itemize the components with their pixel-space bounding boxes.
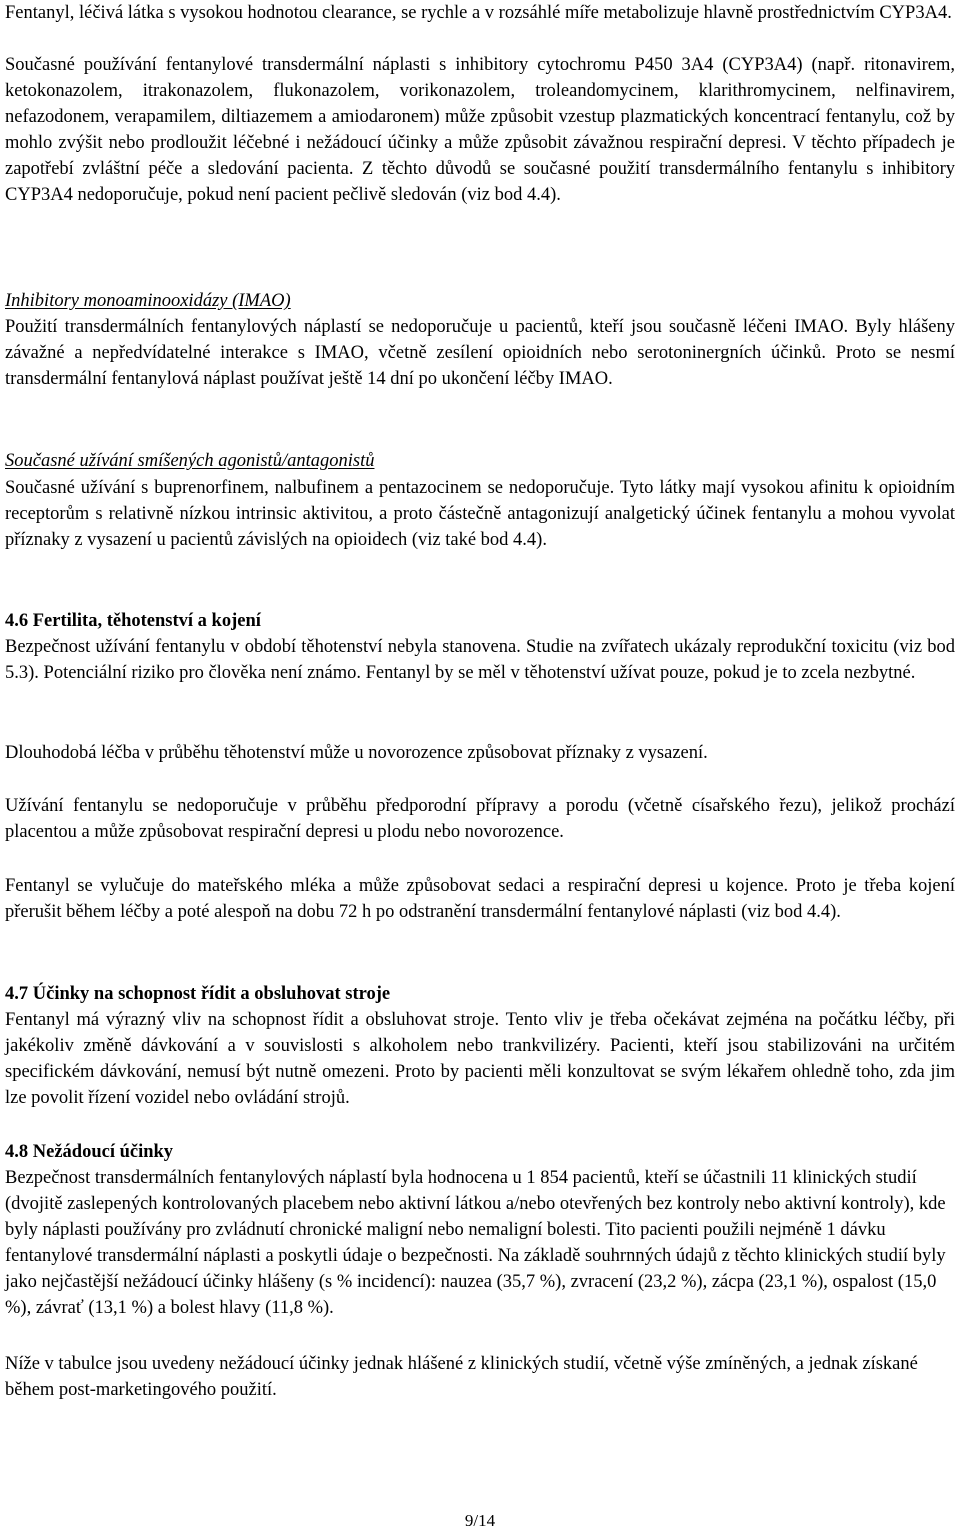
paragraph-mixed-agonists: Současné užívání s buprenorfinem, nalbufinem a pentazocinem se nedoporučuje. Tyto látky mají vysokou afinitu k opioidním receptorům s relativně nízkou intrinsic aktivitou, a proto částečně antagonizují analgetický účinek fentanylu a mohou vyvolat příznaky z vysazení u pacientů závislých na opioidech (viz také bod 4.4). xyxy=(5,478,955,550)
paragraph-adverse-effects-table-intro: Níže v tabulce jsou uvedeny nežádoucí účinky jednak hlášené z klinických studií, včetně výše zmíněných, a jednak získané během post-marketingového použití. xyxy=(5,1354,918,1400)
paragraph-breastfeeding: Fentanyl se vylučuje do mateřského mléka a může způsobovat sedaci a respirační depresi u kojence. Proto je třeba kojení přerušit během léčby a poté alespoň na dobu 72 h po odstranění transdermální fentanylové náplasti (viz bod 4.4). xyxy=(5,876,955,922)
paragraph-driving: Fentanyl má výrazný vliv na schopnost řídit a obsluhovat stroje. Tento vliv je třeba očekávat zejména na počátku léčby, při jakékoliv změně dávkování a v souvislosti s alkoholem nebo trankvilizéry. Pacienti, kteří jsou stabilizováni na určitém specifickém dávkování, nemusí být nutně omezeni. Proto by pacienti měli konzultovat se svým lékařem ohledně toho, zda jim lze povolit řízení vozidel nebo ovládání strojů. xyxy=(5,1010,955,1108)
section-4-8-heading: 4.8 Nežádoucí účinky xyxy=(5,1142,174,1162)
section-4-7-heading: 4.7 Účinky na schopnost řídit a obsluhovat stroje xyxy=(5,984,391,1004)
paragraph-cyp3a4-inhibitors: Současné používání fentanylové transdermální náplasti s inhibitory cytochromu P450 3A4 (CYP3A4) (např. ritonavirem, ketokonazolem, itrakonazolem, flukonazolem, vorikonazolem, troleandomycinem, klarithromycinem, nelfinavirem, nefazodonem, verapamilem, diltiazemem a amiodaronem) může způsobit vzestup plazmatických koncentrací fentanylu, což by mohlo zvýšit nebo prodloužit léčebné i nežádoucí účinky a může způsobit závažnou respirační depresi. V těchto případech je zapotřebí zvláštní péče a sledování pacienta. Z těchto důvodů se současné použití transdermálního fentanylu s inhibitory CYP3A4 nedoporučuje, pokud není pacient pečlivě sledován (viz bod 4.4). xyxy=(5,55,955,205)
paragraph-pregnancy-safety: Bezpečnost užívání fentanylu v období těhotenství nebyla stanovena. Studie na zvířatech ukázaly reprodukční toxicitu (viz bod 5.3). Potenciální riziko pro člověka není známo. Fentanyl by se měl v těhotenství užívat pouze, pokud je to zcela nezbytné. xyxy=(5,637,955,683)
imao-heading: Inhibitory monoaminooxidázy (IMAO) xyxy=(5,291,291,311)
paragraph-long-term-treatment: Dlouhodobá léčba v průběhu těhotenství může u novorozence způsobovat příznaky z vysazení. xyxy=(5,743,708,763)
mixed-agonists-heading: Současné užívání smíšených agonistů/antagonistů xyxy=(5,451,375,471)
paragraph-labour: Užívání fentanylu se nedoporučuje v průběhu předporodní přípravy a porodu (včetně císařského řezu), jelikož prochází placentou a může způsobovat respirační depresi u plodu nebo novorozence. xyxy=(5,796,955,842)
section-4-6-heading: 4.6 Fertilita, těhotenství a kojení xyxy=(5,611,261,631)
paragraph-adverse-effects-safety: Bezpečnost transdermálních fentanylových náplastí byla hodnocena u 1 854 pacientů, kteří se účastnili 11 klinických studií (dvojitě zaslepených kontrolovaných placebem nebo aktivní látkou a/nebo otevřených bez kontroly nebo aktivní kontroly), kde byly náplasti používány pro zvládnutí chronické maligní nebo nemaligní bolesti. Tito pacienti použili nejméně 1 dávku fentanylové transdermální náplasti a poskytli údaje o bezpečnosti. Na základě souhrnných údajů z těchto klinických studií byly jako nejčastější nežádoucí účinky hlášeny (s % incidencí): nauzea (35,7 %), zvracení (23,2 %), zácpa (23,1 %), ospalost (15,0 %), závrať (13,1 %) a bolest hlavy (11,8 %). xyxy=(5,1168,946,1318)
paragraph-imao: Použití transdermálních fentanylových náplastí se nedoporučuje u pacientů, kteří jsou současně léčeni IMAO. Byly hlášeny závažné a nepředvídatelné interakce s IMAO, včetně zesílení opioidních nebo serotoninergních účinků. Proto se nesmí transdermální fentanylová náplast používat ještě 14 dní po ukončení léčby IMAO. xyxy=(5,317,955,389)
paragraph-intro: Fentanyl, léčivá látka s vysokou hodnotou clearance, se rychle a v rozsáhlé míře metabolizuje hlavně prostřednictvím CYP3A4. xyxy=(5,3,952,23)
page-number: 9/14 xyxy=(464,1511,496,1530)
